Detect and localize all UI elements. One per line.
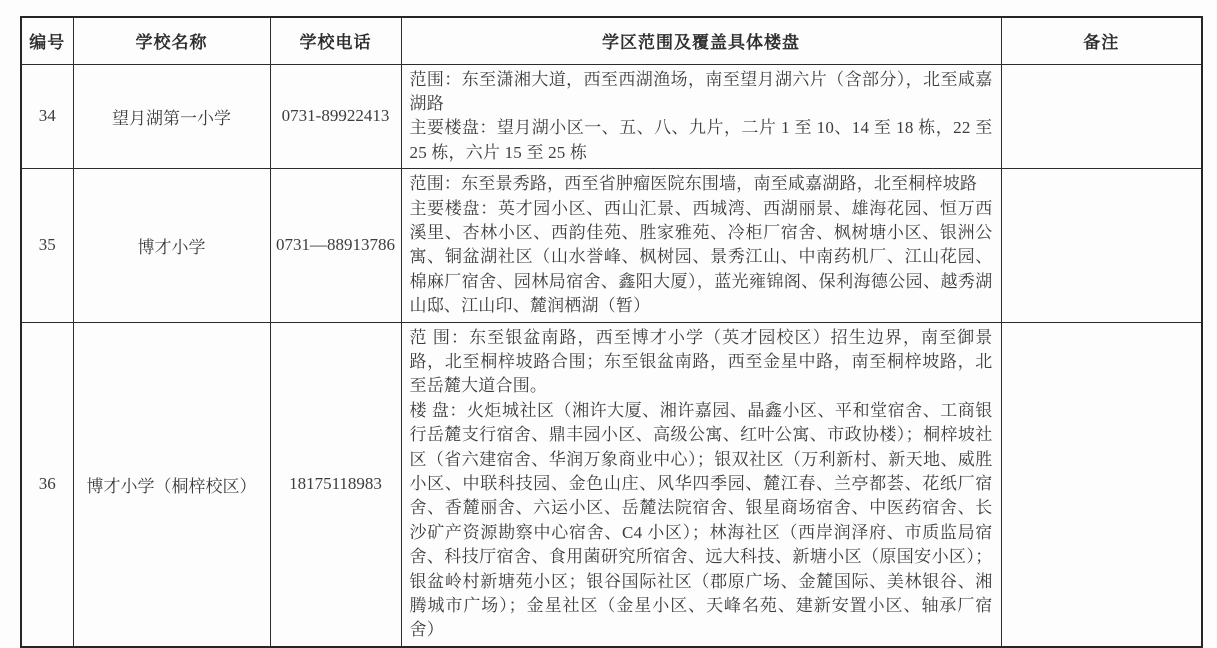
table-row	[21, 169, 1202, 322]
cell-district-range	[401, 169, 1001, 322]
cell-note	[1001, 169, 1202, 322]
district-range-text: 范围：东至潇湘大道，西至西湖渔场，南至望月湖六片（含部分），北至咸嘉湖路	[409, 69, 993, 113]
column-header-district-range: 学区范围及覆盖具体楼盘	[401, 17, 1001, 64]
school-district-table-container	[20, 16, 1201, 648]
column-header-school-name: 学校名称	[73, 17, 270, 64]
cell-id: 36	[21, 322, 73, 647]
cell-district-range	[401, 64, 1001, 169]
cell-phone: 18175118983	[270, 322, 401, 647]
district-buildings-text: 楼 盘：火炬城社区（湘许大厦、湘许嘉园、晶鑫小区、平和堂宿舍、工商银行岳麓支行宿舍、鼎丰园小区、高级公寓、红叶公寓、市政协楼）；桐梓坡社区（省六建宿舍、华润万象商业中心）；银双社区（万利新村、新天地、威胜小区、中联科技园、金色山庄、风华四季园、麓江春、兰亭都荟、花纸厂宿舍、香麓丽舍、六运小区、岳麓法院宿舍、银星商场宿舍、中医药宿舍、长沙矿产资源勘察中心宿舍、C4 小区）；林海社区（西岸润泽府、市质监局宿舍、科技厅宿舍、食用菌研究所宿舍、远大科技、新塘小区（原国安小区）；银盆岭村新塘苑小区；银谷国际社区（郡原广场、金麓国际、美林银谷、湘腾城市广场）；金星社区（金星小区、天峰名苑、建新安置小区、轴承厂宿舍）	[409, 400, 993, 640]
cell-school-name: 博才小学（桐梓校区）	[73, 322, 270, 647]
cell-school-name: 望月湖第一小学	[73, 64, 270, 169]
table-row	[21, 322, 1202, 647]
cell-note	[1001, 64, 1202, 169]
column-header-note: 备注	[1001, 17, 1202, 64]
cell-school-name: 博才小学	[73, 169, 270, 322]
school-district-table	[20, 16, 1203, 648]
cell-phone: 0731-89922413	[270, 64, 401, 169]
cell-id: 34	[21, 64, 73, 169]
column-header-id: 编号	[21, 17, 73, 64]
district-buildings-text: 主要楼盘：英才园小区、西山汇景、西城湾、西湖丽景、雄海花园、恒万西溪里、杏林小区、西韵佳苑、胜家雅苑、冷柜厂宿舍、枫树塘小区、银洲公寓、铜盆湖社区（山水誉峰、枫树园、景秀江山、中南药机厂、江山花园、棉麻厂宿舍、园林局宿舍、鑫阳大厦），蓝光雍锦阁、保利海德公园、越秀湖山邸、江山印、麓润栖湖（暂）	[409, 198, 993, 316]
district-range-text: 范 围：东至银盆南路，西至博才小学（英才园校区）招生边界，南至御景路，北至桐梓坡路合围；东至银盆南路，西至金星中路，南至桐梓坡路，北至岳麓大道合围。	[409, 327, 993, 396]
header-row	[21, 17, 1202, 64]
cell-district-range	[401, 322, 1001, 647]
cell-note	[1001, 322, 1202, 647]
cell-id: 35	[21, 169, 73, 322]
cell-phone: 0731—88913786	[270, 169, 401, 322]
column-header-phone: 学校电话	[270, 17, 401, 64]
table-row	[21, 64, 1202, 169]
district-buildings-text: 主要楼盘：望月湖小区一、五、八、九片，二片 1 至 10、14 至 18 栋，22 至 25 栋，六片 15 至 25 栋	[409, 118, 993, 162]
district-range-text: 范围：东至景秀路，西至省肿瘤医院东围墙，南至咸嘉湖路，北至桐梓坡路	[409, 174, 978, 194]
